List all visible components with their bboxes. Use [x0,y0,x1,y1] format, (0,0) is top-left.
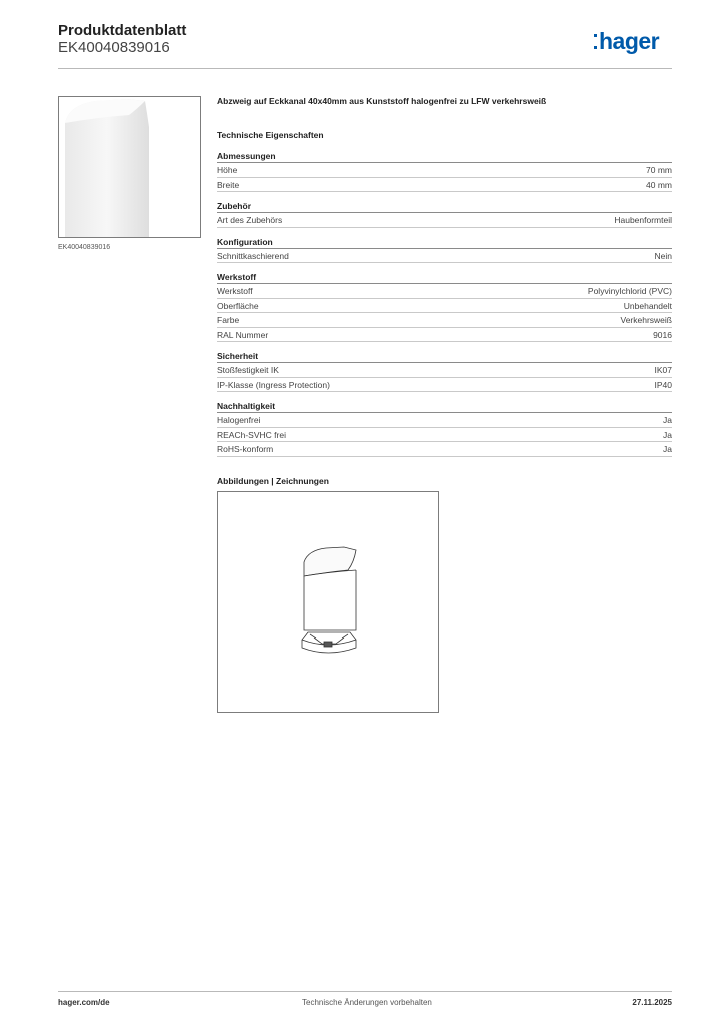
property-value: Unbehandelt [623,300,672,311]
property-row [217,442,672,457]
property-label: Höhe [217,165,238,175]
section-sustainability [217,402,672,457]
section-safety [217,352,672,392]
property-label: Stoßfestigkeit IK [217,365,279,375]
property-label: Halogenfrei [217,415,261,425]
section-title: Nachhaltigkeit [217,402,672,413]
property-value: 9016 [653,329,672,340]
property-label: Oberfläche [217,300,259,311]
property-value: Polyvinylchlorid (PVC) [587,286,672,296]
property-label: Werkstoff [217,286,253,296]
product-description: Abzweig auf Eckkanal 40x40mm aus Kunststoff halogenfrei zu LFW verkehrsweiß [217,96,547,106]
technical-properties-heading: Technische Eigenschaften [217,130,324,140]
property-row [217,313,672,328]
footer-website-link[interactable]: hager.com/de [58,998,110,1007]
property-row [217,363,672,378]
property-label: REACh-SVHC frei [217,429,286,440]
property-value: IP40 [654,379,672,390]
property-row [217,413,672,428]
property-row [217,299,672,314]
section-title: Werkstoff [217,273,672,284]
property-label: Breite [217,179,240,190]
product-cover-image [59,97,200,237]
property-row [217,213,672,228]
property-row [217,249,672,264]
property-row [217,284,672,299]
property-value: Verkehrsweiß [620,315,672,325]
product-drawing-frame [217,491,439,713]
property-value: IK07 [654,365,672,375]
hager-logo [594,28,659,58]
property-value: 40 mm [646,179,672,190]
footer-date: 27.11.2025 [632,998,672,1007]
logo-wordmark: hager [599,28,660,54]
section-title: Zubehör [217,202,672,213]
section-configuration [217,238,672,264]
images-drawings-heading: Abbildungen | Zeichnungen [217,475,329,486]
product-photo-caption: EK40040839016 [58,244,111,251]
product-number: EK40040839016 [58,39,170,56]
property-row [217,163,672,178]
section-title: Sicherheit [217,352,672,363]
property-label: Art des Zubehörs [217,215,283,225]
footer-divider [58,991,672,992]
footer-notice: Technische Änderungen vorbehalten [302,998,432,1007]
property-row [217,328,672,343]
product-line-drawing [218,492,438,712]
product-photo [58,96,201,238]
section-accessories [217,202,672,228]
property-label: Farbe [217,315,240,325]
property-row [217,378,672,393]
property-value: Ja [663,415,672,425]
property-value: Ja [663,429,672,440]
property-value: 70 mm [646,165,672,175]
document-title: Produktdatenblatt [58,22,187,39]
property-row [217,178,672,193]
property-row [217,428,672,443]
section-dimensions [217,152,672,192]
property-value: Ja [663,444,672,454]
property-label: RAL Nummer [217,329,269,340]
property-label: RoHS-konform [217,444,274,454]
section-title: Konfiguration [217,238,672,249]
property-label: Schnittkaschierend [217,250,289,261]
datasheet-content [217,96,672,713]
header-divider [58,68,672,69]
section-material [217,273,672,342]
property-label: IP-Klasse (Ingress Protection) [217,379,330,390]
property-value: Haubenformteil [614,215,672,225]
logo-colon-mark [594,34,597,49]
property-value: Nein [654,250,672,261]
section-title: Abmessungen [217,152,672,163]
